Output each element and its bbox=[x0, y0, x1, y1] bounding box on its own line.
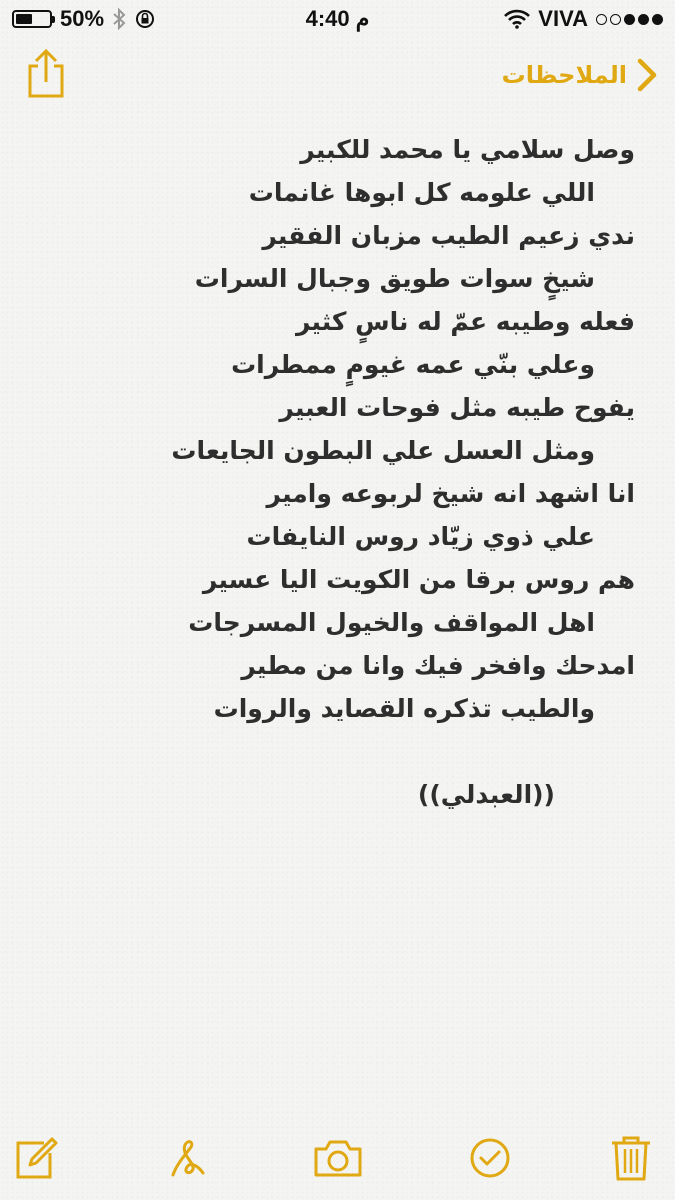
wifi-icon bbox=[504, 9, 530, 29]
note-line: اهل المواقف والخيول المسرجات bbox=[188, 608, 595, 637]
note-line: فعله وطيبه عمّ له ناسٍ كثير bbox=[295, 307, 635, 336]
note-line: وعلي بنّي عمه غيومٍ ممطرات bbox=[231, 350, 595, 379]
note-line: علي ذوي زيّاد روس النايفات bbox=[246, 522, 595, 551]
checklist-button[interactable] bbox=[465, 1133, 515, 1183]
note-body[interactable] bbox=[40, 128, 635, 816]
note-line: وصل سلامي يا محمد للكبير bbox=[300, 135, 635, 164]
note-line: والطيب تذكره القصايد والروات bbox=[213, 694, 595, 723]
signal-dot bbox=[624, 14, 635, 25]
share-button[interactable] bbox=[24, 48, 68, 100]
back-label: الملاحظات bbox=[501, 61, 627, 89]
navigation-bar bbox=[0, 40, 675, 110]
note-line: شيخٍ سوات طويق وجبال السرات bbox=[194, 264, 595, 293]
signal-dot bbox=[652, 14, 663, 25]
signal-dot bbox=[638, 14, 649, 25]
signal-dot bbox=[610, 14, 621, 25]
note-line: انا اشهد انه شيخ لربوعه وامير bbox=[266, 479, 635, 508]
camera-icon bbox=[312, 1133, 364, 1183]
sketch-button[interactable] bbox=[163, 1133, 213, 1183]
carrier-name: VIVA bbox=[538, 6, 588, 31]
sketch-icon bbox=[163, 1133, 213, 1183]
camera-button[interactable] bbox=[312, 1133, 362, 1183]
clock: 4:40 م bbox=[305, 6, 370, 31]
signal-strength-icon bbox=[596, 14, 663, 25]
share-icon bbox=[24, 48, 68, 100]
checklist-icon bbox=[465, 1133, 515, 1183]
note-line: ((العبدلي)) bbox=[417, 780, 555, 809]
signal-dot bbox=[596, 14, 607, 25]
note-line: ندي زعيم الطيب مزبان الفقير bbox=[262, 221, 635, 250]
new-note-button[interactable] bbox=[10, 1133, 60, 1183]
trash-icon bbox=[608, 1133, 654, 1183]
note-line: امدحك وافخر فيك وانا من مطير bbox=[241, 651, 635, 680]
chevron-right-icon bbox=[637, 58, 657, 92]
compose-icon bbox=[10, 1133, 60, 1183]
bottom-toolbar bbox=[0, 1125, 675, 1195]
note-line: هم روس برقا من الكويت اليا عسير bbox=[202, 565, 635, 594]
note-line: ومثل العسل علي البطون الجايعات bbox=[171, 436, 595, 465]
signal-area bbox=[504, 6, 663, 32]
note-line: يفوح طيبه مثل فوحات العبير bbox=[279, 393, 635, 422]
status-bar bbox=[0, 0, 675, 38]
back-button[interactable] bbox=[502, 58, 657, 92]
note-line bbox=[40, 730, 635, 773]
note-line: اللي علومه كل ابوها غانمات bbox=[248, 178, 595, 207]
delete-button[interactable] bbox=[608, 1133, 658, 1183]
battery-percent: 50% bbox=[60, 6, 105, 31]
